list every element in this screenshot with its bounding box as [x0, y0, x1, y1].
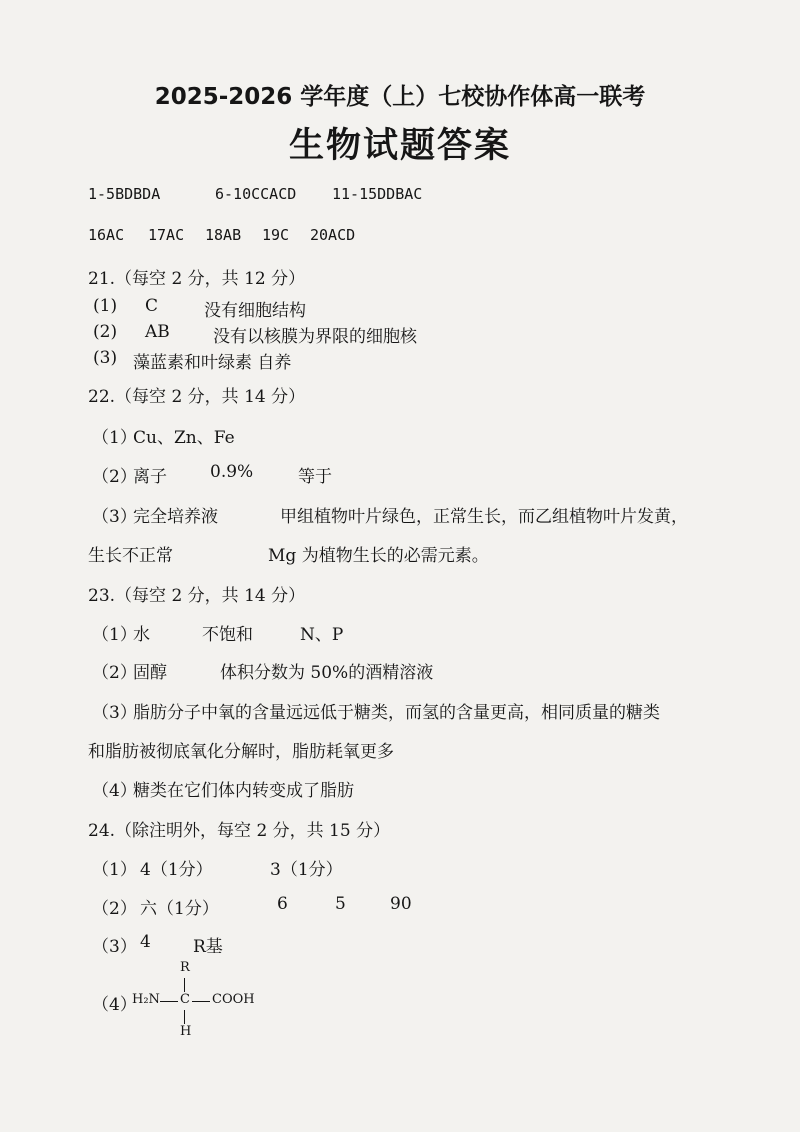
item-number: （3） — [92, 703, 137, 723]
answer-text: 生长不正常 — [88, 546, 173, 566]
answer-text: 六（1分） — [140, 899, 219, 919]
answer-text: 没有细胞结构 — [204, 301, 306, 321]
answer-text: 没有以核膜为界限的细胞核 — [213, 327, 417, 347]
formula-central-carbon: C — [180, 992, 190, 1007]
exam-title: 2025-2026 学年度（上）七校协作体高一联考 — [154, 84, 646, 110]
item-number: (2) — [93, 322, 118, 342]
answer-text: R基 — [193, 937, 223, 957]
answer-text: 6 — [277, 894, 288, 914]
answer-title: 生物试题答案 — [288, 126, 511, 166]
mc-answer: 16AC — [88, 226, 125, 244]
answer-text: Mg 为植物生长的必需元素。 — [268, 546, 489, 566]
answer-text: 5 — [335, 894, 346, 914]
item-number: （2） — [92, 899, 137, 919]
amino-acid-formula — [96, 956, 296, 1046]
answer-text: 甲组植物叶片绿色，正常生长，而乙组植物叶片发黄， — [280, 507, 688, 527]
answer-text: 90 — [390, 894, 412, 914]
answer-text: 脂肪分子中氧的含量远远低于糖类，而氢的含量更高，相同质量的糖类 — [133, 703, 660, 723]
item-number: （4） — [92, 781, 137, 801]
formula-bond-left — [160, 1001, 178, 1002]
answer-text: 体积分数为 50%的酒精溶液 — [220, 663, 434, 683]
answer-text: 和脂肪被彻底氧化分解时，脂肪耗氧更多 — [88, 742, 394, 762]
answer-text: 固醇 — [133, 663, 167, 683]
answer-text: 藻蓝素和叶绿素 自养 — [133, 353, 292, 373]
formula-r-group: R — [180, 960, 190, 975]
item-number: （2） — [92, 663, 137, 683]
mc-answer: 17AC — [148, 226, 185, 244]
answer-text: 不饱和 — [202, 625, 253, 645]
item-number: （3） — [92, 507, 137, 527]
answer-text: 水 — [133, 625, 150, 645]
item-number: （1） — [92, 625, 137, 645]
answer-text: C — [145, 296, 159, 316]
formula-carboxyl-group: COOH — [212, 992, 255, 1007]
item-number: (1) — [93, 296, 118, 316]
question-heading: 23.（每空 2 分，共 14 分） — [88, 586, 306, 606]
answer-text: 4 — [140, 932, 151, 952]
item-number: （2） — [92, 467, 137, 487]
formula-bond-top — [184, 978, 186, 992]
question-heading: 21.（每空 2 分，共 12 分） — [88, 269, 306, 289]
answer-text: 3（1分） — [270, 860, 343, 880]
item-number: （3） — [92, 937, 137, 957]
mc-answer: 11-15DDBAC — [332, 185, 423, 203]
formula-amino-group: H₂N — [132, 992, 160, 1007]
answer-text: N、P — [300, 625, 344, 645]
answer-text: 4（1分） — [140, 860, 213, 880]
formula-bond-bottom — [184, 1010, 186, 1024]
question-heading: 22.（每空 2 分，共 14 分） — [88, 387, 306, 407]
mc-answer: 18AB — [205, 226, 242, 244]
answer-text: 完全培养液 — [133, 507, 218, 527]
mc-answer: 20ACD — [310, 226, 356, 244]
answer-text: AB — [145, 322, 170, 342]
question-heading: 24.（除注明外，每空 2 分，共 15 分） — [88, 821, 391, 841]
mc-answer: 19C — [262, 226, 290, 244]
item-number: （4） — [92, 995, 137, 1015]
item-number: （1） — [92, 860, 137, 880]
answer-text: Cu、Zn、Fe — [133, 428, 235, 448]
item-number: （1） — [92, 428, 137, 448]
formula-bond-right — [192, 1001, 210, 1002]
answer-text: 离子 — [133, 467, 167, 487]
formula-hydrogen: H — [180, 1024, 192, 1039]
answer-text: 糖类在它们体内转变成了脂肪 — [133, 781, 354, 801]
answer-text: 等于 — [298, 467, 332, 487]
answer-text: 0.9% — [210, 462, 254, 482]
item-number: (3) — [93, 348, 118, 368]
mc-answer: 6-10CCACD — [215, 185, 297, 203]
mc-answer: 1-5BDBDA — [88, 185, 161, 203]
